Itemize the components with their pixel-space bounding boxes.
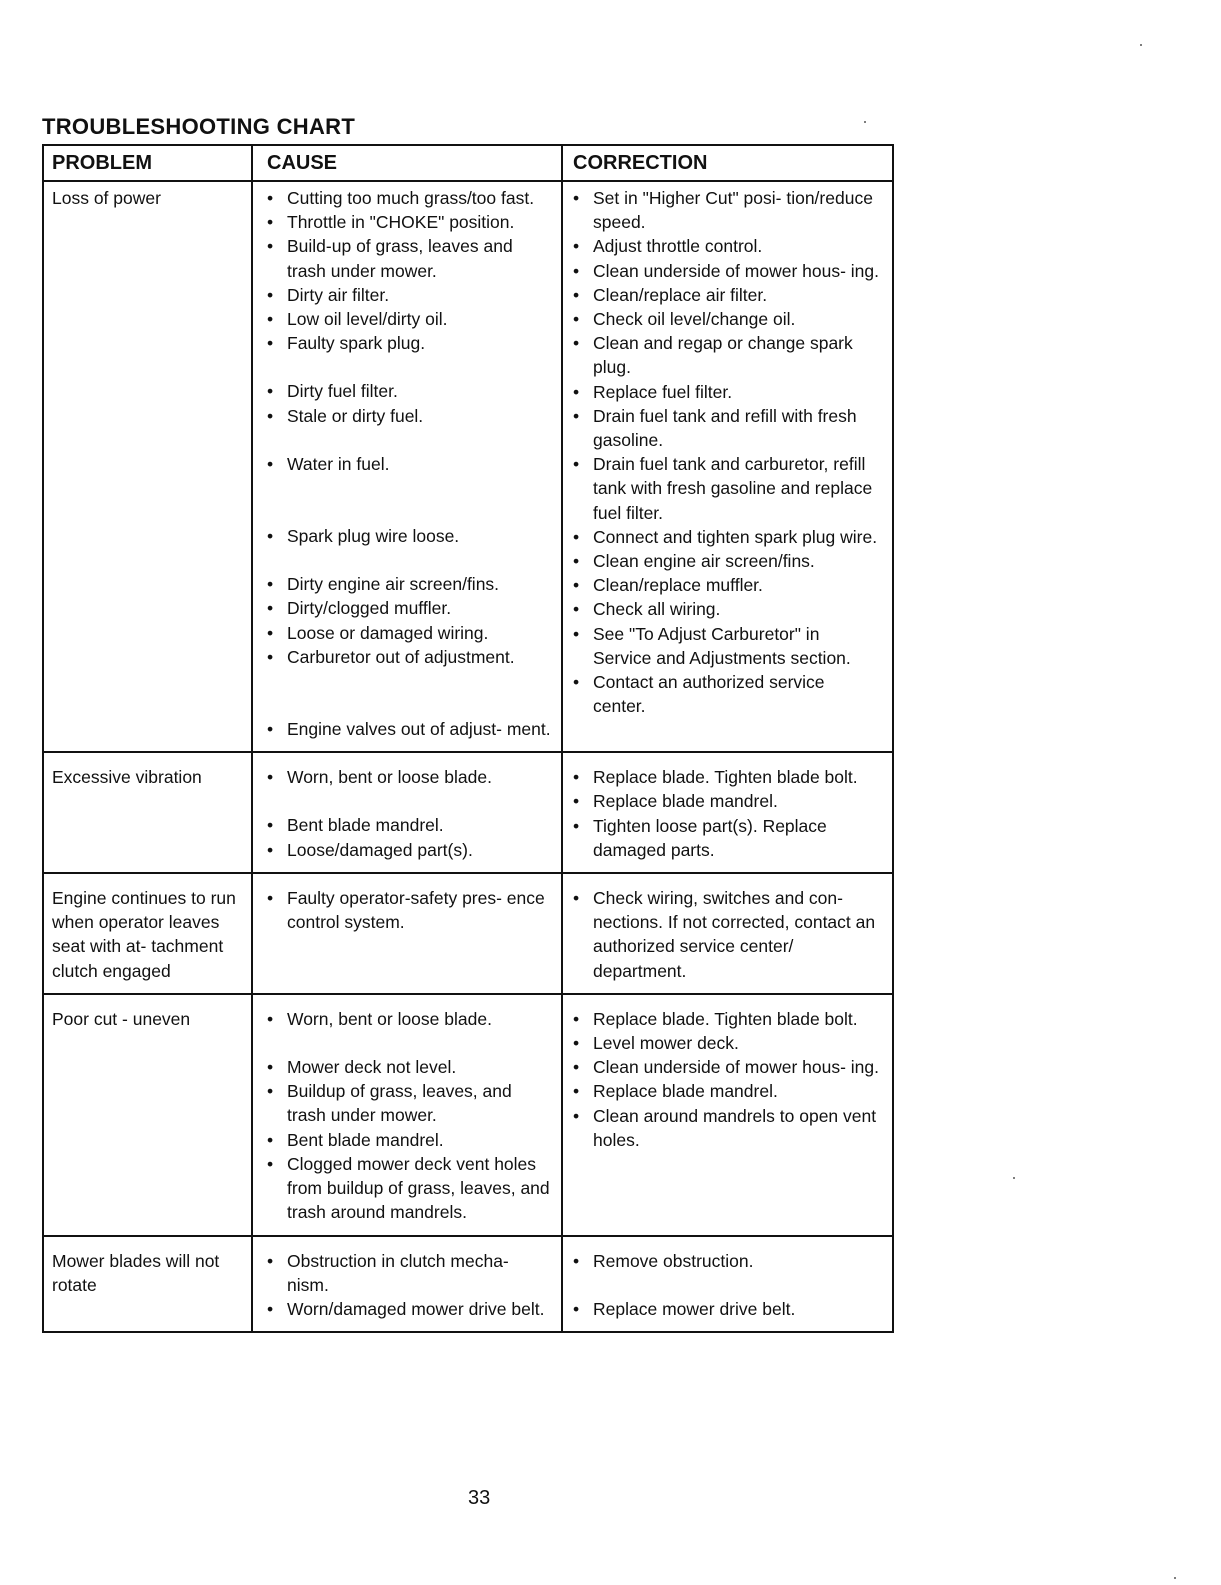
bullet-icon: • <box>267 888 274 909</box>
bullet-icon: • <box>573 791 580 812</box>
bullet-icon: • <box>267 1153 274 1174</box>
list-item: • Loose or damaged wiring. <box>267 621 553 645</box>
bullet-icon: • <box>573 1033 580 1054</box>
bullet-icon: • <box>573 260 580 281</box>
cause-cell <box>253 995 563 1235</box>
problem-text: Poor cut - uneven <box>52 1008 191 1029</box>
bullet-icon: • <box>267 767 274 788</box>
list-item: • Faulty operator-safety pres- ence control system. <box>267 886 553 934</box>
list-item: • See "To Adjust Carburetor" in Service and Adjustments section. <box>573 622 880 670</box>
list-item: • Worn, bent or loose blade. <box>267 765 553 789</box>
list-item: • Dirty fuel filter. <box>267 379 553 403</box>
bullet-icon: • <box>573 405 580 426</box>
correction-cell <box>563 182 888 751</box>
bullet-icon: • <box>267 284 274 305</box>
list-item: • Replace blade. Tighten blade bolt. <box>573 765 880 789</box>
list-item: • Replace blade. Tighten blade bolt. <box>573 1007 880 1031</box>
bullet-icon: • <box>573 333 580 354</box>
correction-cell <box>563 995 888 1235</box>
list-item: • Worn, bent or loose blade. <box>267 1007 553 1031</box>
list-item: • Clogged mower deck vent holes from buildup of grass, leaves, and trash around mandrels. <box>267 1152 553 1225</box>
list-item: • Clean and regap or change spark plug. <box>573 331 880 379</box>
table-row <box>44 753 892 874</box>
bullet-icon: • <box>573 309 580 330</box>
list-item: • Low oil level/dirty oil. <box>267 307 553 331</box>
list-item: • Bent blade mandrel. <box>267 813 553 837</box>
chart-title: TROUBLESHOOTING CHART <box>42 114 356 139</box>
list-item: • Remove obstruction. <box>573 1249 880 1273</box>
list-item: • Spark plug wire loose. <box>267 524 553 548</box>
correction-cell <box>563 1237 888 1332</box>
bullet-icon: • <box>267 309 274 330</box>
list-item: • Clean engine air screen/fins. <box>573 549 880 573</box>
list-item: • Level mower deck. <box>573 1031 880 1055</box>
list-item: • Bent blade mandrel. <box>267 1128 553 1152</box>
bullet-icon: • <box>573 623 580 644</box>
table-row <box>44 182 892 753</box>
problem-text: Excessive vibration <box>52 767 202 788</box>
list-item: • Replace blade mandrel. <box>573 1079 880 1103</box>
bullet-icon: • <box>573 1250 580 1271</box>
list-item: • Tighten loose part(s). Replace damaged parts. <box>573 814 880 862</box>
list-item: • Mower deck not level. <box>267 1055 553 1079</box>
problem-cell <box>44 753 253 872</box>
list-item: • Check all wiring. <box>573 597 880 621</box>
cause-cell <box>253 874 563 993</box>
bullet-icon: • <box>573 1057 580 1078</box>
bullet-icon: • <box>573 236 580 257</box>
bullet-icon: • <box>573 454 580 475</box>
list-item: • Faulty spark plug. <box>267 331 553 355</box>
problem-text: Engine continues to run when operator leaves seat with at- tachment clutch engaged <box>52 888 236 981</box>
bullet-icon: • <box>267 381 274 402</box>
bullet-icon: • <box>267 646 274 667</box>
problem-cell <box>44 182 253 751</box>
header-cause: CAUSE <box>253 146 563 180</box>
list-item: • Cutting too much grass/too fast. <box>267 186 553 210</box>
bullet-icon: • <box>267 453 274 474</box>
list-item: • Stale or dirty fuel. <box>267 404 553 428</box>
bullet-icon: • <box>267 188 274 208</box>
list-item: • Clean underside of mower hous- ing. <box>573 259 880 283</box>
cause-cell <box>253 1237 563 1332</box>
list-item: • Replace blade mandrel. <box>573 789 880 813</box>
bullet-icon: • <box>573 381 580 402</box>
bullet-icon: • <box>573 188 580 208</box>
cause-cell <box>253 753 563 872</box>
scan-speck <box>1174 1577 1176 1579</box>
bullet-icon: • <box>267 212 274 233</box>
bullet-icon: • <box>573 551 580 572</box>
bullet-icon: • <box>267 719 274 740</box>
bullet-icon: • <box>573 1081 580 1102</box>
bullet-icon: • <box>267 1081 274 1102</box>
bullet-icon: • <box>573 575 580 596</box>
list-item: • Carburetor out of adjustment. <box>267 645 553 669</box>
list-item: • Replace fuel filter. <box>573 380 880 404</box>
table-row <box>44 874 892 995</box>
bullet-icon: • <box>267 1298 274 1319</box>
list-item: • Obstruction in clutch mecha- nism. <box>267 1249 553 1297</box>
bullet-icon: • <box>573 888 580 909</box>
list-item: • Contact an authorized service center. <box>573 670 880 718</box>
bullet-icon: • <box>573 599 580 620</box>
bullet-icon: • <box>267 815 274 836</box>
bullet-icon: • <box>267 622 274 643</box>
header-correction: CORRECTION <box>573 152 708 174</box>
table-row <box>44 1237 892 1334</box>
list-item: • Buildup of grass, leaves, and trash under mower. <box>267 1079 553 1127</box>
problem-text: Mower blades will not rotate <box>52 1250 220 1295</box>
bullet-icon: • <box>267 574 274 595</box>
problem-cell <box>44 874 253 993</box>
bullet-icon: • <box>573 1008 580 1029</box>
list-item: • Clean/replace muffler. <box>573 573 880 597</box>
list-item: • Drain fuel tank and carburetor, refill tank with fresh gasoline and replace fuel filter. <box>573 452 880 525</box>
bullet-icon: • <box>267 1129 274 1150</box>
problem-text: Loss of power <box>52 188 161 208</box>
bullet-icon: • <box>573 767 580 788</box>
table-header-row <box>44 146 892 182</box>
list-item: • Loose/damaged part(s). <box>267 838 553 862</box>
list-item: • Connect and tighten spark plug wire. <box>573 525 880 549</box>
header-problem: PROBLEM <box>44 146 253 180</box>
bullet-icon: • <box>267 236 274 257</box>
problem-cell <box>44 995 253 1235</box>
list-item: • Clean/replace air filter. <box>573 283 880 307</box>
list-item: • Check oil level/change oil. <box>573 307 880 331</box>
list-item: • Water in fuel. <box>267 452 553 476</box>
bullet-icon: • <box>267 598 274 619</box>
scan-speck <box>1140 44 1142 46</box>
list-item: • Clean underside of mower hous- ing. <box>573 1055 880 1079</box>
list-item: • Adjust throttle control. <box>573 234 880 258</box>
problem-cell <box>44 1237 253 1332</box>
bullet-icon: • <box>267 1250 274 1271</box>
correction-cell <box>563 874 888 993</box>
list-item: • Drain fuel tank and refill with fresh gasoline. <box>573 404 880 452</box>
bullet-icon: • <box>573 815 580 836</box>
list-item: • Throttle in "CHOKE" position. <box>267 210 553 234</box>
correction-cell <box>563 753 888 872</box>
list-item: • Clean around mandrels to open vent holes. <box>573 1104 880 1152</box>
bullet-icon: • <box>573 1105 580 1126</box>
bullet-icon: • <box>267 1008 274 1029</box>
list-item: • Set in "Higher Cut" posi- tion/reduce speed. <box>573 186 880 234</box>
bullet-icon: • <box>267 333 274 354</box>
page-number: 33 <box>468 1487 491 1509</box>
list-item: • Check wiring, switches and con- nections. If not corrected, contact an authorized service center/ department. <box>573 886 880 983</box>
bullet-icon: • <box>267 405 274 426</box>
list-item: • Replace mower drive belt. <box>573 1297 880 1321</box>
list-item: • Engine valves out of adjust- ment. <box>267 717 553 741</box>
bullet-icon: • <box>267 839 274 860</box>
bullet-icon: • <box>267 1057 274 1078</box>
list-item: • Worn/damaged mower drive belt. <box>267 1297 553 1321</box>
bullet-icon: • <box>267 526 274 547</box>
bullet-icon: • <box>573 526 580 547</box>
bullet-icon: • <box>573 672 580 693</box>
cause-cell <box>253 182 563 751</box>
bullet-icon: • <box>573 1298 580 1319</box>
troubleshooting-table <box>42 144 894 1333</box>
list-item: • Dirty/clogged muffler. <box>267 596 553 620</box>
list-item: • Dirty engine air screen/fins. <box>267 572 553 596</box>
list-item: • Build-up of grass, leaves and trash under mower. <box>267 234 553 282</box>
bullet-icon: • <box>573 284 580 305</box>
table-row <box>44 995 892 1237</box>
scan-speck <box>1013 1177 1015 1179</box>
list-item: • Dirty air filter. <box>267 283 553 307</box>
scan-speck <box>864 121 866 123</box>
